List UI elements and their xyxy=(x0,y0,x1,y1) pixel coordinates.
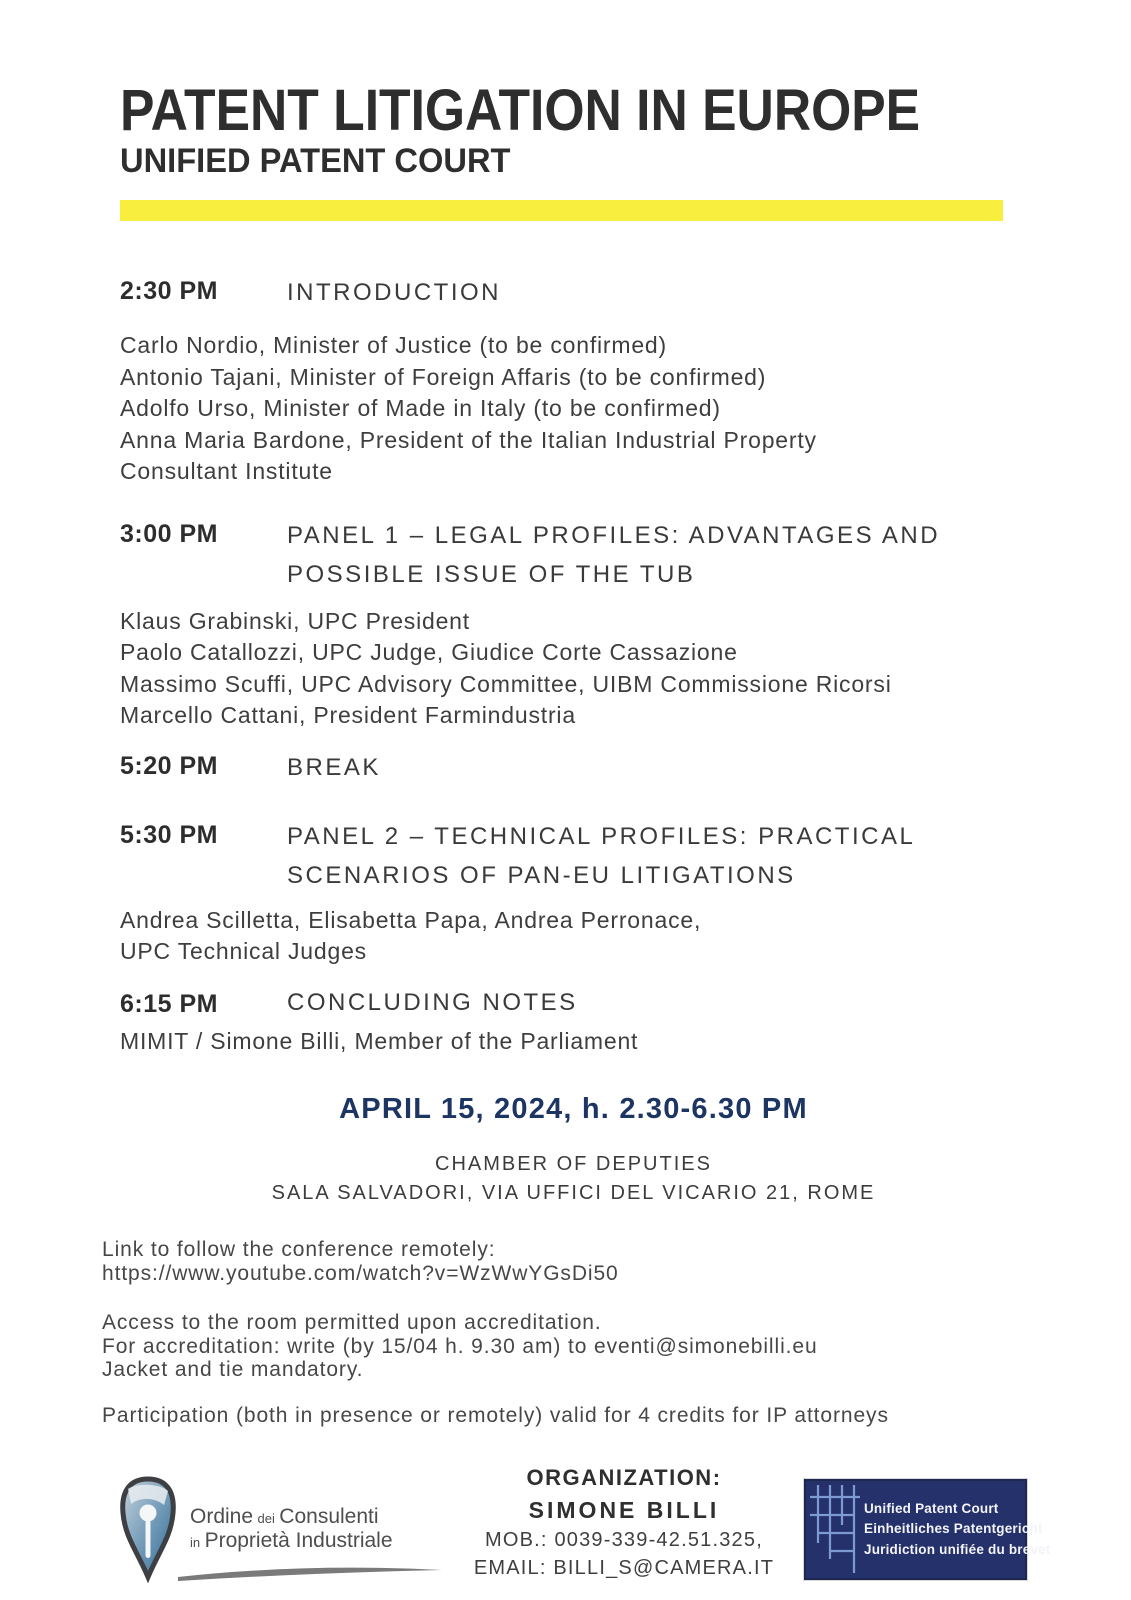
event-venue xyxy=(120,1150,1027,1208)
slot-title: CONCLUDING NOTES xyxy=(287,988,578,1016)
slot-time: 5:30 PM xyxy=(120,820,218,849)
swoosh-underline xyxy=(176,1561,444,1583)
access-line: Jacket and tie mandatory. xyxy=(102,1358,364,1381)
speaker-line: Carlo Nordio, Minister of Justice (to be confirmed) xyxy=(120,332,667,358)
upc-line-fr: Juridiction unifiée du brevet xyxy=(863,1541,1051,1557)
slot-title: PANEL 1 – LEGAL PROFILES: ADVANTAGES AND POSSIBLE ISSUE OF THE TUB xyxy=(287,521,941,588)
speaker-line: Adolfo Urso, Minister of Made in Italy (to be confirmed) xyxy=(120,395,721,421)
page-title: PATENT LITIGATION IN EUROPE xyxy=(120,78,921,143)
slot-time: 6:15 PM xyxy=(120,989,218,1018)
upc-logo xyxy=(804,1479,1051,1580)
ordine-logo-text xyxy=(190,1505,393,1553)
remote-link-group xyxy=(102,1238,1027,1285)
venue-line: CHAMBER OF DEPUTIES xyxy=(435,1153,712,1175)
ordine-word: Consulenti xyxy=(279,1504,379,1528)
agenda-slot-introduction xyxy=(120,273,1027,488)
ordine-word-small: dei xyxy=(257,1510,275,1526)
access-line: Access to the room permitted upon accreditation. xyxy=(102,1311,602,1334)
remote-link-url[interactable]: https://www.youtube.com/watch?v=WzWwYGsDi50 xyxy=(102,1261,619,1285)
slot-time: 5:20 PM xyxy=(120,751,218,780)
slot-title: INTRODUCTION xyxy=(287,279,501,306)
agenda-slot-panel2 xyxy=(120,817,1027,968)
speaker-line: UPC Technical Judges xyxy=(120,938,367,964)
organizer-name: SIMONE BILLI xyxy=(528,1497,720,1523)
slot-title: BREAK xyxy=(287,753,381,781)
access-line: For accreditation: write (by 15/04 h. 9.30 am) to eventi@simonebilli.eu xyxy=(102,1334,818,1358)
speaker-line: Anna Maria Bardone, President of the Italian Industrial Property xyxy=(120,426,817,453)
info-notes xyxy=(102,1238,1027,1427)
participation-line: Participation (both in presence or remotely) valid for 4 credits for IP attorneys xyxy=(102,1403,889,1427)
highlight-bar xyxy=(120,200,1003,221)
speaker-line: Antonio Tajani, Minister of Foreign Affaris (to be confirmed) xyxy=(120,363,767,390)
upc-logo-text xyxy=(864,1499,1051,1561)
event-date: APRIL 15, 2024, h. 2.30-6.30 PM xyxy=(339,1093,808,1125)
footer xyxy=(114,1451,1051,1583)
upc-line-en: Unified Patent Court xyxy=(863,1500,999,1516)
ordine-word: Proprietà Industriale xyxy=(204,1529,393,1552)
organizer-email: EMAIL: BILLI_S@CAMERA.IT xyxy=(473,1557,775,1579)
organization-block xyxy=(474,1465,774,1580)
speaker-list xyxy=(120,905,1027,968)
remote-link-label: Link to follow the conference remotely: xyxy=(102,1238,496,1261)
ordine-word: Ordine xyxy=(190,1504,254,1528)
speaker-line: Marcello Cattani, President Farmindustria xyxy=(120,702,576,728)
slot-time: 3:00 PM xyxy=(120,519,218,548)
header xyxy=(120,78,1027,221)
organizer-mobile: MOB.: 0039-339-42.51.325, xyxy=(485,1529,763,1551)
accreditation-group xyxy=(102,1311,1027,1382)
agenda-slot-panel1 xyxy=(120,516,1027,732)
participation-group xyxy=(102,1404,1027,1428)
pen-nib-icon xyxy=(114,1475,182,1583)
organization-label: ORGANIZATION: xyxy=(526,1465,722,1490)
page-subtitle: UNIFIED PATENT COURT xyxy=(120,142,511,180)
speaker-line: Klaus Grabinski, UPC President xyxy=(120,607,470,634)
ordine-word-small: in xyxy=(190,1535,201,1550)
speaker-list xyxy=(120,1026,1027,1058)
venue-line: SALA SALVADORI, VIA UFFICI DEL VICARIO 21, ROME xyxy=(271,1182,876,1204)
agenda xyxy=(120,273,1027,1057)
slot-time: 2:30 PM xyxy=(120,277,218,305)
slot-title: PANEL 2 – TECHNICAL PROFILES: PRACTICAL SCENARIOS OF PAN-EU LITIGATIONS xyxy=(287,822,915,889)
speaker-line: Massimo Scuffi, UPC Advisory Committee, UIBM Commissione Ricorsi xyxy=(120,670,892,697)
agenda-slot-break xyxy=(120,748,1027,787)
speaker-line: MIMIT / Simone Billi, Member of the Parliament xyxy=(120,1027,639,1054)
speaker-list xyxy=(120,606,1027,732)
speaker-line: Andrea Scilletta, Elisabetta Papa, Andrea Perronace, xyxy=(120,906,702,933)
speaker-list xyxy=(120,330,1027,488)
upc-line-de: Einheitliches Patentgericht xyxy=(863,1521,1043,1537)
ordine-consulenti-logo xyxy=(114,1475,444,1583)
event-details xyxy=(120,1093,1027,1208)
speaker-line: Consultant Institute xyxy=(120,458,333,484)
agenda-slot-concluding xyxy=(120,986,1027,1058)
grid-icon xyxy=(810,1485,866,1577)
speaker-line: Paolo Catallozzi, UPC Judge, Giudice Corte Cassazione xyxy=(120,639,738,665)
